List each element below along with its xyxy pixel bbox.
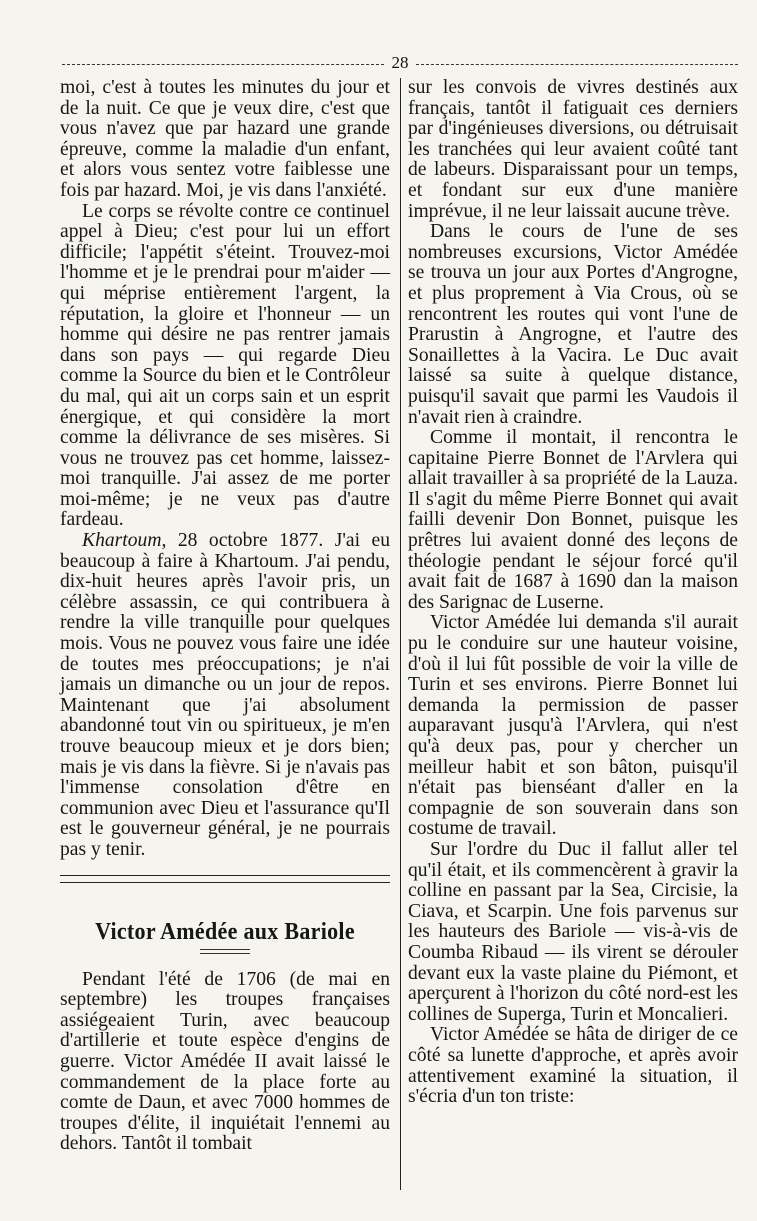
left-paragraph-1: moi, c'est à toutes les minutes du jour et de la nuit. Ce que je veux dire, c'est que vous n'avez que par hazard une grande épreuve, comme la maladie d'un enfant, et alors vous sentez votre faiblesse une fois par hazard. Moi, je vis dans l'anxiété.	[60, 77, 390, 201]
right-continuation: sur les convois de vivres destinés aux français, tantôt il fatiguait ces derniers par d'ingénieuses diversions, ou détruisait les tranchées qui leur avaient coûté tant de labeurs. Disparaissant pour un temps, et fondant sur eux d'une manière imprévue, il ne leur laissait aucune trève.	[408, 77, 738, 222]
left-column	[60, 78, 390, 1155]
right-paragraph-2: Comme il montait, il rencontra le capitaine Pierre Bonnet de l'Arvlera qui allait travailler à sa propriété de la Lauza. Il s'agit du même Pierre Bonnet qui avait failli devenir Don Bonnet, puisque les prêtres lui avaient donné des leçons de théologie pendant le séjour forcé qu'il avait fait de 1687 à 1690 dan la maison des Sarignac de Luserne.	[408, 427, 738, 613]
column-divider	[400, 78, 401, 1190]
right-paragraph-5: Victor Amédée se hâta de diriger de ce côté sa lunette d'approche, et après avoir attentivement examiné la situation, il s'écria d'un ton triste:	[408, 1024, 738, 1108]
right-paragraph-3: Victor Amédée lui demanda s'il aurait pu le conduire sur une hauteur voisine, d'où il lui fût possible de voir la ville de Turin et ses environs. Pierre Bonnet lui demanda la permission de passer auparavant jusqu'à l'Arvlera, qui n'est qu'à deux pas, pour y chercher un meilleur habit et son bâton, puisqu'il n'était pas bienséant d'aller en la compagnie de son souverain dans son costume de travail.	[408, 612, 738, 840]
header-rule-left	[62, 64, 384, 65]
section-separator	[60, 875, 390, 883]
title-ornament-rule	[200, 949, 250, 954]
khartoum-entry	[60, 531, 390, 861]
right-paragraph-1: Dans le cours de l'une de ses nombreuses excursions, Victor Amédée se trouva un jour aux Portes d'Angrogne, et plus proprement à Via Crous, où se rencontrent les routes qui vont l'une de Prarustin à Angrogne, et l'autre des Sonaillettes à la Vacira. Le Duc avait laissé sa suite à quelque distance, puisqu'il savait que parmi les Vaudois il n'avait rien à craindre.	[408, 221, 738, 428]
left-paragraph-2: Le corps se révolte contre ce continuel appel à Dieu; c'est pour lui un effort difficile; l'appétit s'éteint. Trouvez-moi l'homme et je le prendrai pour m'aider — qui méprise entièrement l'argent, la réputation, la gloire et l'honneur — un homme qui désire ne pas rentrer jamais dans son pays — qui regarde Dieu comme la Source du bien et le Contrôleur du mal, qui ait un corps sain et un esprit énergique, et qui considère la mort comme la délivrance de ses misères. Si vous ne trouvez pas cet homme, laissez-moi tranquille. J'ai assez de me porter moi-même; je ne veux pas d'autre fardeau.	[60, 200, 390, 531]
khartoum-place: Khartoum,	[82, 530, 167, 552]
section-title: Victor Amédée aux Bariole	[95, 916, 355, 945]
khartoum-text: 28 octobre 1877. J'ai eu beaucoup à faire à Khartoum. J'ai pendu, dix-huit heures après l'avoir pris, un célèbre assassin, ce qui contribuera à rendre la ville tranquille pour quelques mois. Vous ne pouvez vous faire une idée de toutes mes préoccupations; je n'ai jamais un dimanche ou un jour de repos. Maintenant que j'ai absolument abandonné tout vin ou spiritueux, je m'en trouve beaucoup mieux et je dors bien; mais je vis dans la fièvre. Si je n'avais pas l'immense consolation d'être en communion avec Dieu et l'assurance qu'Il est le gouverneur général, je ne pourrais pas y tenir.	[60, 530, 390, 860]
section-paragraph-1: Pendant l'été de 1706 (de mai en septembre) les troupes françaises assiégeaient Turin, avec beaucoup d'artillerie et toute espèce d'engins de guerre. Victor Amédée II avait laissé le commandement de la place forte au comte de Daun, et avec 7000 hommes de troupes d'élite, il inquiétait l'ennemi au dehors. Tantôt il tombait	[60, 968, 390, 1155]
page-header	[62, 52, 738, 76]
right-paragraph-4: Sur l'ordre du Duc il fallut aller tel qu'il était, et ils commencèrent à gravir la colline en passant par la Sea, Circisie, la Ciava, et Scarpin. Une fois parvenus sur les hauteurs des Bariole — vis-à-vis de Coumba Ribaud — ils virent se dérouler devant eux la vaste plaine du Piémont, et aperçurent à l'horizon du côté nord-est les collines de Superga, Turin et Moncalieri.	[408, 838, 738, 1025]
page-number: 28	[391, 53, 409, 72]
header-rule-right	[416, 64, 738, 65]
right-column	[408, 78, 738, 1108]
